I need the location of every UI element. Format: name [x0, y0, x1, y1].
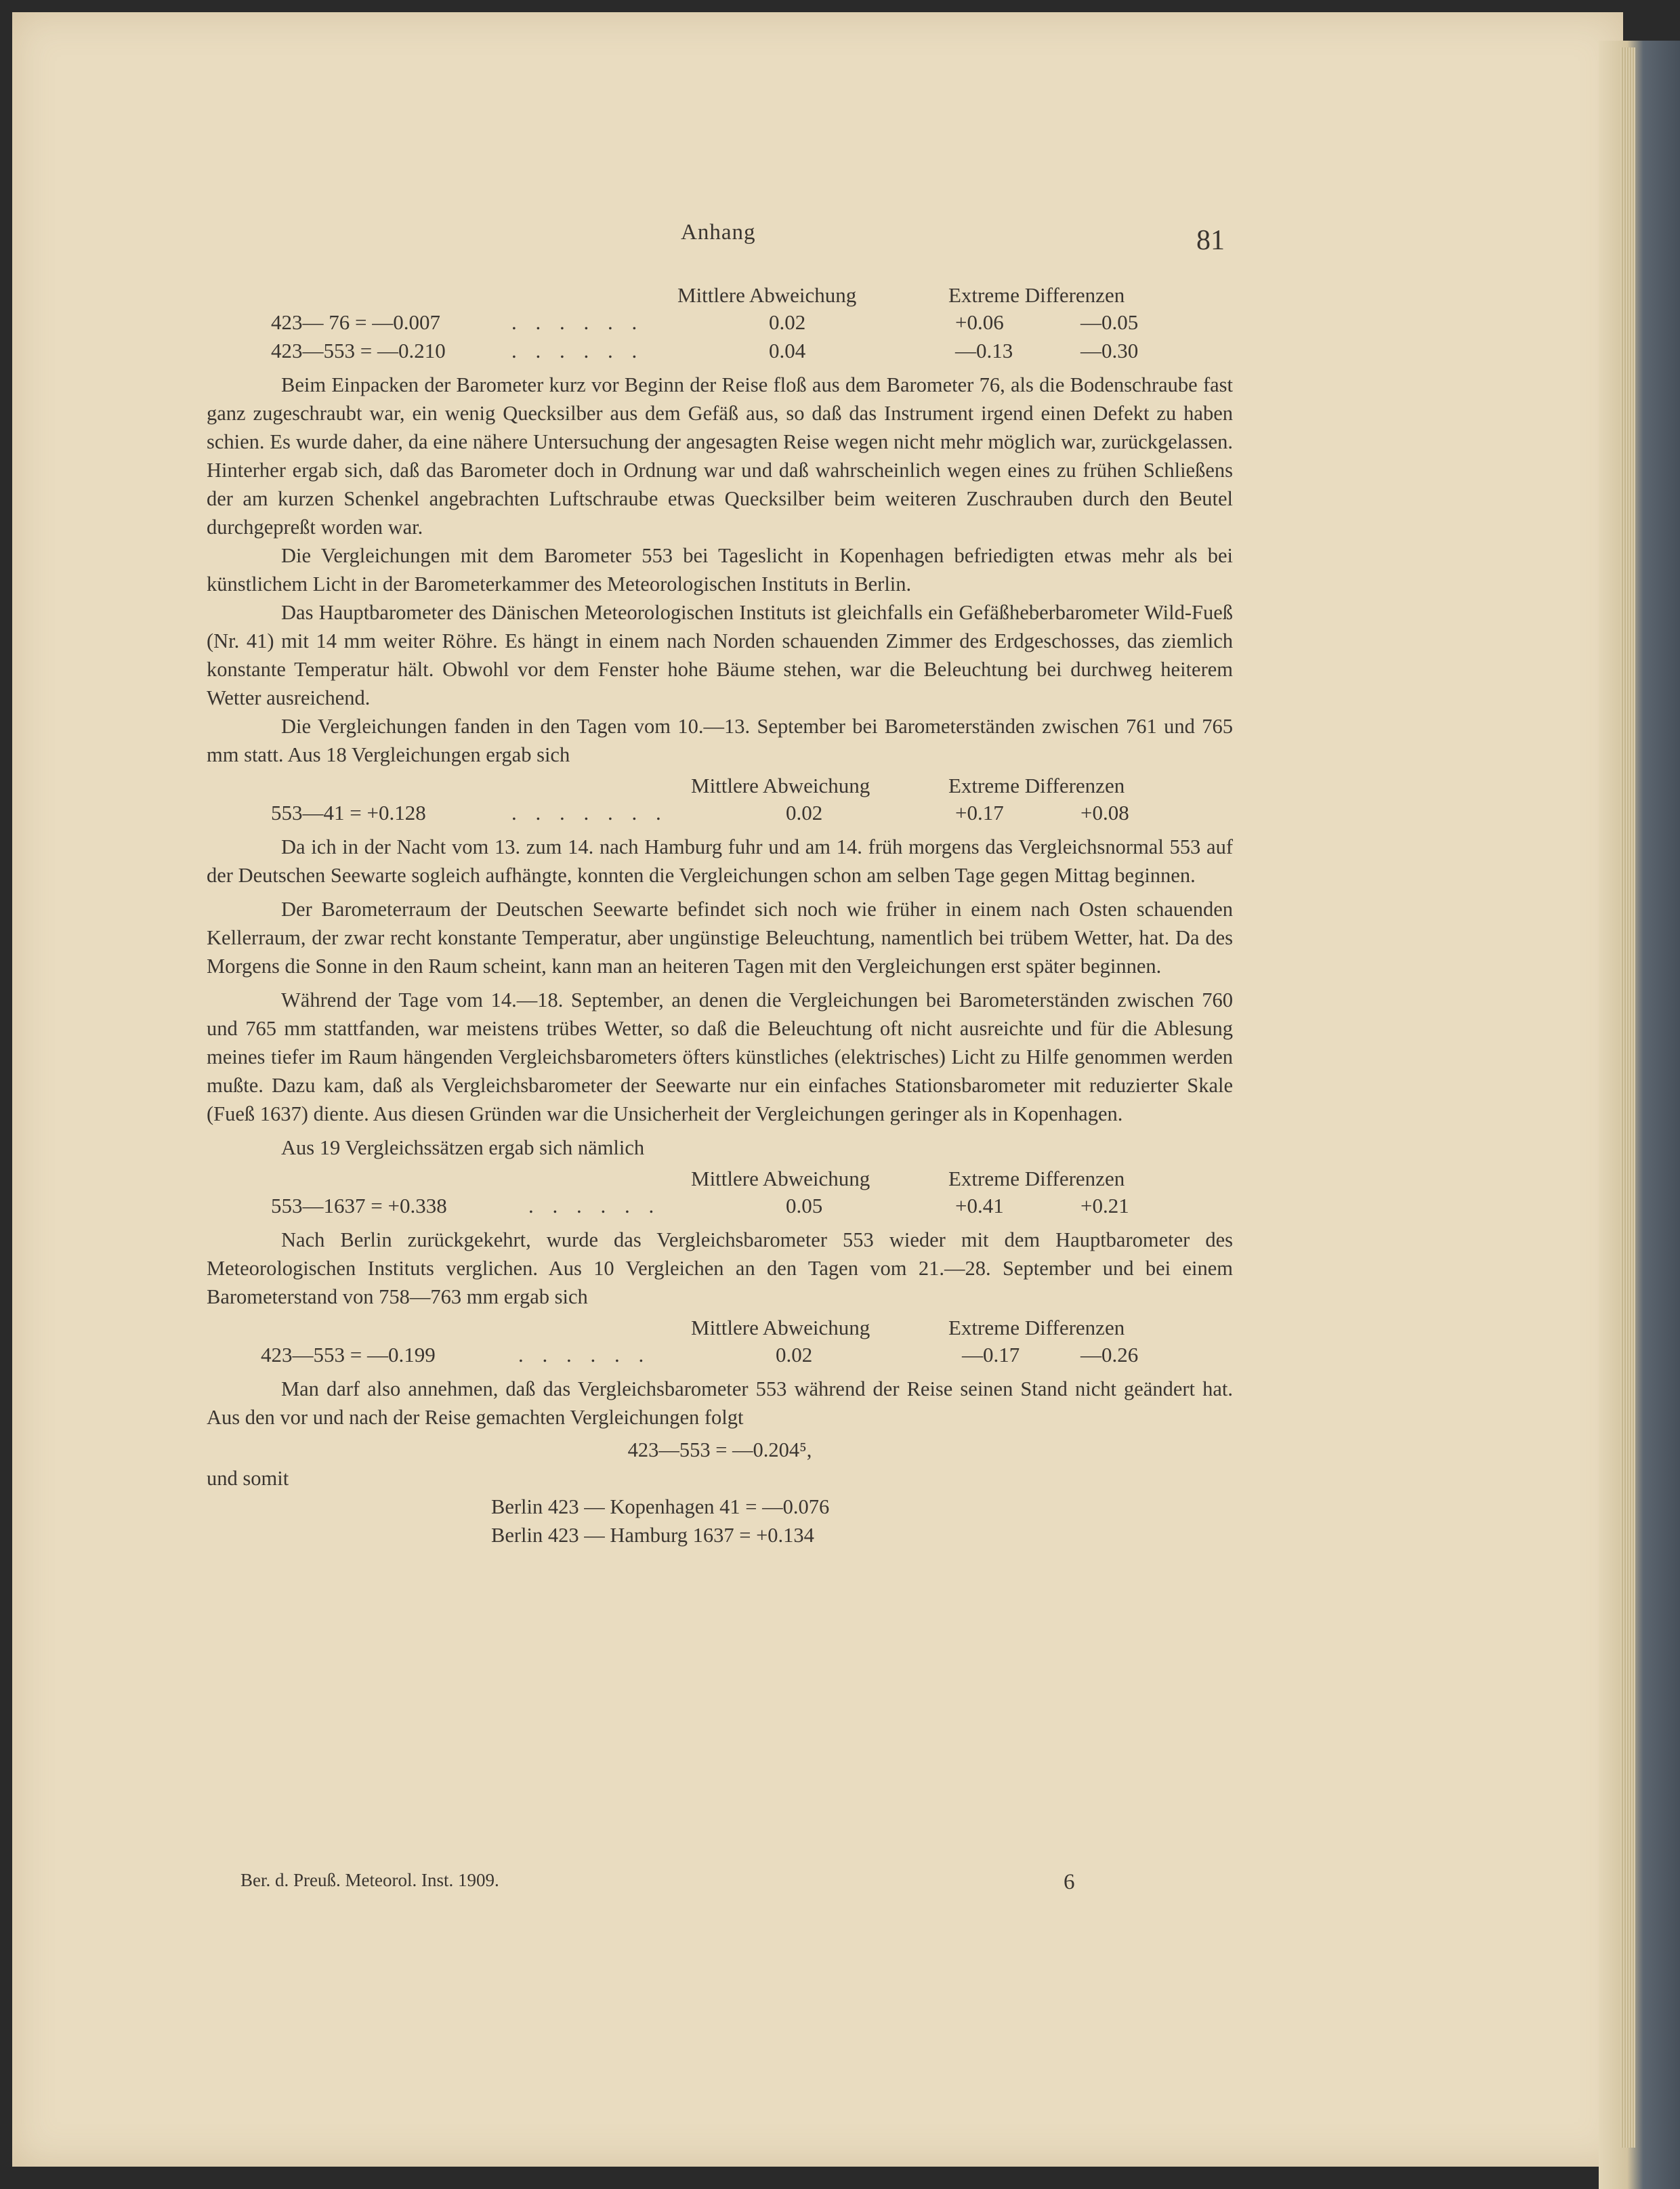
- equation: 553—1637 = +0.338: [271, 1194, 447, 1217]
- equation: 423—553 = —0.199: [261, 1343, 436, 1367]
- col-extreme-label: Extreme Differenzen: [948, 283, 1125, 307]
- paragraph: Das Hauptbarometer des Dänischen Meteorologischen Instituts ist gleichfalls ein Gefäßheberbarometer Wild-Fueß (Nr. 41) mit 14 mm weiter Röhre. Es hängt in einem nach Norden schauenden Zimmer des Erdgeschosses, das ziemlich konstante Temperatur hält. Obwohl vor dem Fenster hohe Bäume stehen, war die Beleuchtung bei durchweg heiterem Wetter ausreichend.: [207, 601, 1233, 709]
- und-somit: und somit: [207, 1467, 289, 1490]
- extreme-value-1: +0.41: [955, 1194, 1004, 1217]
- extreme-value-2: —0.05: [1080, 310, 1139, 334]
- col-extreme-label: Extreme Differenzen: [948, 1167, 1125, 1190]
- col-mean-label: Mittlere Abweichung: [691, 774, 870, 797]
- leader-dots: . . . . . .: [511, 310, 644, 334]
- paragraph: Der Barometerraum der Deutschen Seewarte befindet sich noch wie früher in einem nach Osten schauenden Kellerraum, der zwar recht konstante Temperatur, aber ungünstige Beleuchtung, namentlich bei trübem Wetter, hat. Da des Morgens die Sonne in den Raum scheint, kann man an heiteren Tagen mit den Vergleichungen erst später beginnen.: [207, 898, 1233, 978]
- paragraph: Nach Berlin zurückgekehrt, wurde das Vergleichsbarometer 553 wieder mit dem Hauptbarometer des Meteorologischen Instituts verglichen. Aus 10 Vergleichen an den Tagen vom 21.—28. September und bei einem Barometerstand von 758—763 mm ergab sich: [207, 1228, 1233, 1308]
- leader-dots: . . . . . .: [528, 1194, 661, 1217]
- signature-mark: 6: [1064, 1870, 1075, 1894]
- col-mean-label: Mittlere Abweichung: [691, 1316, 870, 1339]
- table4-header: [207, 1314, 1233, 1341]
- paragraph: Beim Einpacken der Barometer kurz vor Beginn der Reise floß aus dem Barometer 76, als die Bodenschraube fast ganz zugeschraubt war, ein wenig Quecksilber aus dem Gefäß aus, so daß das Instrument irgend einen Defekt zu haben schien. Es wurde daher, da eine nähere Untersuchung der angesagten Reise wegen nicht mehr möglich war, zurückgelassen. Hinterher ergab sich, daß das Barometer doch in Ordnung war und daß wahrscheinlich wegen eines zu frühen Schließens der am kurzen Schenkel angebrachten Luftschraube etwas Quecksilber beim weiteren Zuschrauben durch den Beutel durchgepreßt worden war.: [207, 373, 1233, 539]
- col-extreme-label: Extreme Differenzen: [948, 1316, 1125, 1339]
- formula: 423—553 = —0.204⁵,: [627, 1438, 812, 1461]
- col-mean-label: Mittlere Abweichung: [691, 1167, 870, 1190]
- result-line: Berlin 423 — Hamburg 1637 = +0.134: [491, 1524, 814, 1547]
- paragraph: Die Vergleichungen mit dem Barometer 553 bei Tageslicht in Kopenhagen befriedigten etwas mehr als bei künstlichem Licht in der Barometerkammer des Meteorologischen Instituts in Berlin.: [207, 544, 1233, 596]
- table3-header: [207, 1165, 1233, 1192]
- table1-row: [207, 337, 1233, 365]
- result-line: Berlin 423 — Kopenhagen 41 = —0.076: [491, 1495, 830, 1518]
- equation: 423—553 = —0.210: [271, 339, 446, 362]
- page-header: [207, 220, 1233, 254]
- page-body: [207, 281, 1233, 1549]
- book-spine: [1599, 41, 1680, 2189]
- paragraph: Man darf also annehmen, daß das Vergleichsbarometer 553 während der Reise seinen Stand nicht geändert hat. Aus den vor und nach der Reise gemachten Vergleichungen folgt: [207, 1377, 1233, 1429]
- paragraph: Während der Tage vom 14.—18. September, an denen die Vergleichungen bei Barometerständen zwischen 760 und 765 mm stattfanden, war meistens trübes Wetter, so daß die Beleuchtung oft nicht ausreichte und für die Ablesung meines tiefer im Raum hängenden Vergleichsbarometers öfters künstliches (elektrisches) Licht zu Hilfe genommen werden mußte. Dazu kam, daß als Vergleichsbarometer der Seewarte nur ein einfaches Stationsbarometer mit reduzierter Skale (Fueß 1637) diente. Aus diesen Gründen war die Unsicherheit der Vergleichungen geringer als in Kopenhagen.: [207, 988, 1233, 1125]
- extreme-value-1: —0.17: [962, 1343, 1020, 1367]
- equation: 553—41 = +0.128: [271, 801, 426, 825]
- leader-dots: . . . . . . .: [511, 801, 668, 825]
- extreme-value-1: +0.06: [955, 310, 1004, 334]
- mean-value: 0.05: [786, 1194, 823, 1217]
- paragraph: Aus 19 Vergleichssätzen ergab sich nämlich: [281, 1136, 645, 1159]
- running-title: Anhang: [681, 220, 756, 245]
- extreme-value-2: +0.21: [1080, 1194, 1129, 1217]
- table1-row: [207, 308, 1233, 337]
- table1-header: [207, 281, 1233, 308]
- page-footer: [240, 1870, 1121, 1897]
- col-extreme-label: Extreme Differenzen: [948, 774, 1125, 797]
- extreme-value-2: —0.26: [1080, 1343, 1139, 1367]
- leader-dots: . . . . . .: [511, 339, 644, 362]
- table2-row: [207, 799, 1233, 827]
- mean-value: 0.04: [769, 339, 806, 362]
- leader-dots: . . . . . .: [518, 1343, 651, 1367]
- mean-value: 0.02: [786, 801, 823, 825]
- paragraph: Die Vergleichungen fanden in den Tagen vom 10.—13. September bei Barometerständen zwischen 761 und 765 mm statt. Aus 18 Vergleichungen ergab sich: [207, 715, 1233, 766]
- page-number: 81: [1196, 225, 1225, 256]
- paragraph: Da ich in der Nacht vom 13. zum 14. nach Hamburg fuhr und am 14. früh morgens das Vergleichsnormal 553 auf der Deutschen Seewarte sogleich aufhängte, konnten die Vergleichungen schon am selben Tage gegen Mittag beginnen.: [207, 835, 1233, 887]
- mean-value: 0.02: [769, 310, 806, 334]
- table2-header: [207, 772, 1233, 799]
- equation: 423— 76 = —0.007: [271, 310, 440, 334]
- table4-row: [207, 1341, 1233, 1369]
- extreme-value-1: —0.13: [955, 339, 1013, 362]
- extreme-value-2: +0.08: [1080, 801, 1129, 825]
- page-edges: [1620, 47, 1635, 2148]
- table3-row: [207, 1192, 1233, 1220]
- col-mean-label: Mittlere Abweichung: [677, 283, 857, 307]
- mean-value: 0.02: [776, 1343, 813, 1367]
- footer-citation: Ber. d. Preuß. Meteorol. Inst. 1909.: [240, 1870, 499, 1890]
- extreme-value-1: +0.17: [955, 801, 1004, 825]
- extreme-value-2: —0.30: [1080, 339, 1139, 362]
